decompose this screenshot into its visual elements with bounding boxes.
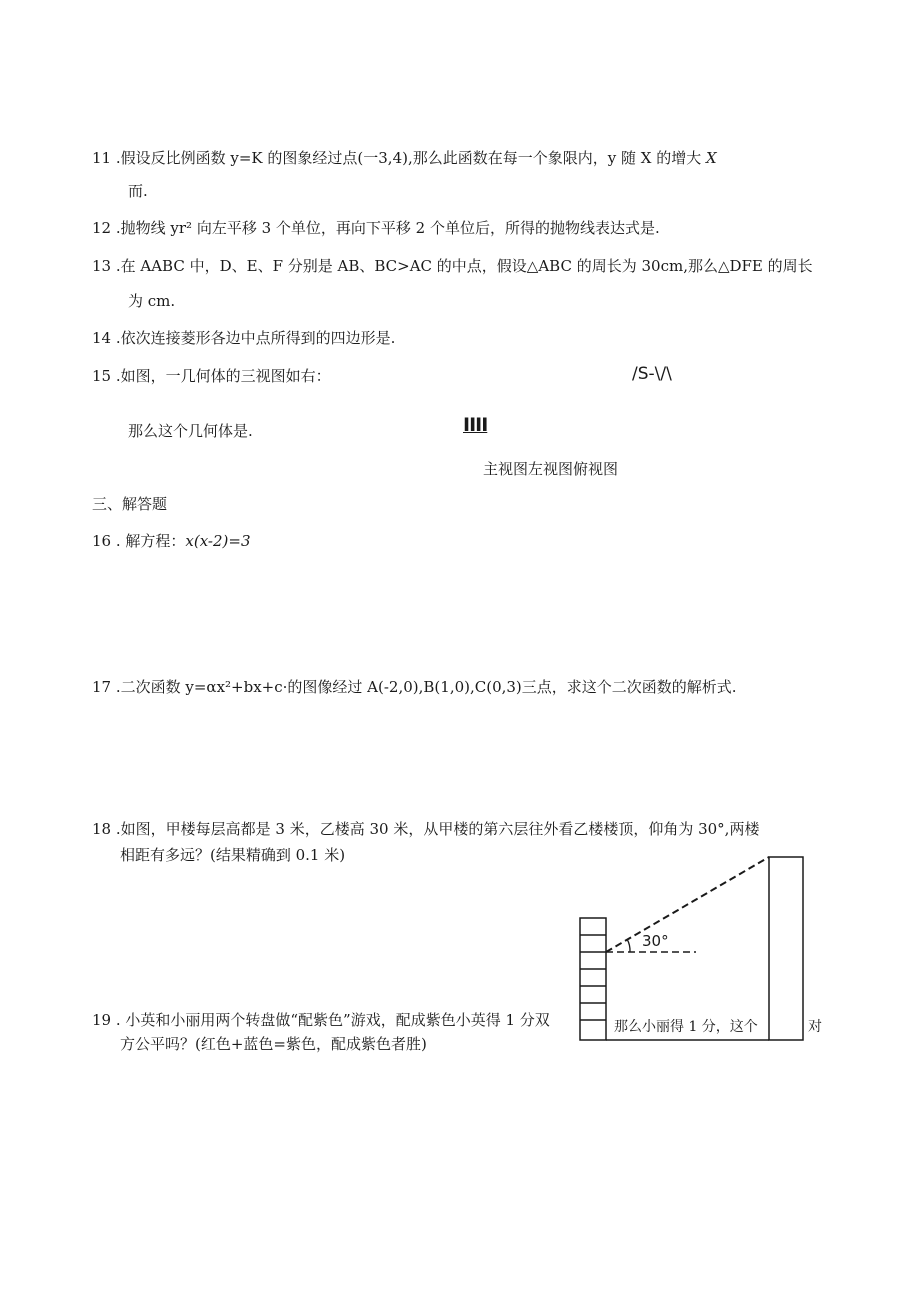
sight-line <box>606 857 769 952</box>
question-11-text: 11 .假设反比例函数 y=K 的图象经过点(一3,4),那么此函数在每一个象限内，y 随 X 的增大 <box>92 149 702 167</box>
three-view-figure-mid-glyph: IIII <box>463 414 488 436</box>
question-13-line2: 为 cm. <box>128 292 176 310</box>
question-11-line1 <box>92 148 717 168</box>
question-17: 17 .二次函数 y=αx²+bx+c·的图像经过 A(-2,0),B(1,0),C(0,3)三点，求这个二次函数的解析式. <box>92 678 737 696</box>
question-18-line2: 相距有多远？(结果精确到 0.1 米) <box>120 846 346 864</box>
question-19-line2: 方公平吗？(红色+蓝色=紫色，配成紫色者胜) <box>120 1035 427 1053</box>
building-a <box>580 918 606 1040</box>
question-15-line2: 那么这个几何体是. <box>128 422 253 440</box>
angle-arc <box>627 939 630 952</box>
question-14: 14 .依次连接菱形各边中点所得到的四边形是. <box>92 329 396 347</box>
building-b <box>769 857 803 1040</box>
three-view-figure-top-glyph: /S-\/\ <box>632 364 672 384</box>
question-16 <box>92 531 251 551</box>
question-15-line1: 15 .如图，一几何体的三视图如右： <box>92 367 331 385</box>
overlap-text: 那么小丽得 1 分，这个 <box>614 1019 758 1035</box>
angle-label: 30° <box>642 932 669 950</box>
question-11-line2: 而. <box>128 182 148 200</box>
three-view-caption: 主视图左视图俯视图 <box>483 460 619 478</box>
question-12: 12 .抛物线 yr² 向左平移 3 个单位，再向下平移 2 个单位后，所得的抛物线表达式是. <box>92 219 660 237</box>
question-18-line1: 18 .如图，甲楼每层高都是 3 米，乙楼高 30 米，从甲楼的第六层往外看乙楼楼顶，仰角为 30°,两楼 <box>92 820 760 838</box>
section-title: 三、解答题 <box>92 495 168 513</box>
question-13-line1: 13 .在 AABC 中，D、E、F 分别是 AB、BC>AC 的中点，假设△ABC 的周长为 30cm,那么△DFE 的周长 <box>92 257 813 275</box>
question-19-line1: 19 . 小英和小丽用两个转盘做“配紫色”游戏，配成紫色小英得 1 分双 <box>92 1011 550 1029</box>
building-elevation-figure <box>570 845 830 1050</box>
overlap-tail: 对 <box>808 1019 822 1035</box>
question-11-x-variable: X <box>705 149 717 167</box>
question-16-equation: x(x-2)=3 <box>185 532 251 550</box>
question-16-prefix: 16 . 解方程： <box>92 532 186 550</box>
